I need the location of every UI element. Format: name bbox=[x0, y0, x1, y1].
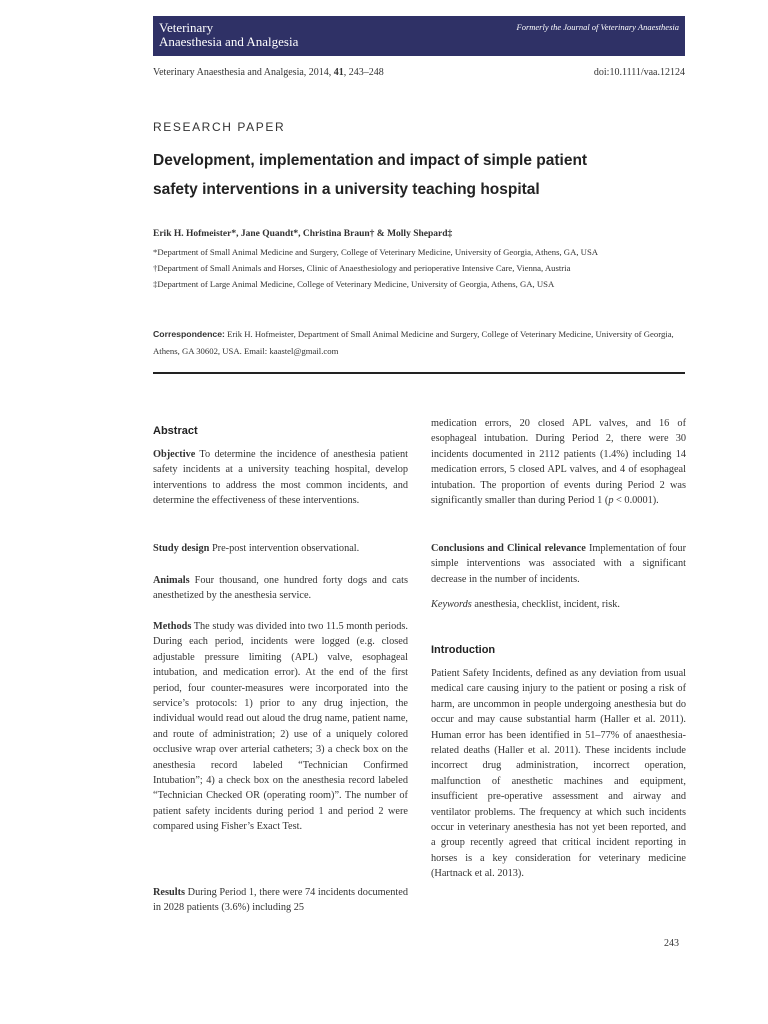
abstract-objective bbox=[153, 447, 408, 509]
animals-text: Four thousand, one hundred forty dogs and cats anesthetized by the anesthesia service. bbox=[153, 575, 408, 602]
journal-banner bbox=[153, 16, 685, 56]
abstract-results-continued bbox=[431, 416, 686, 508]
doi-link[interactable]: doi:10.1111/vaa.12124 bbox=[593, 67, 685, 78]
abstract-keywords bbox=[431, 597, 686, 612]
keywords-label: Keywords bbox=[431, 599, 472, 610]
affiliation-3: ‡Department of Large Animal Medicine, College of Veterinary Medicine, University of Georgia, Athens, GA, USA bbox=[153, 279, 555, 289]
correspondence-label: Correspondence: bbox=[153, 329, 225, 339]
page-number: 243 bbox=[664, 938, 679, 949]
design-text: Pre-post intervention observational. bbox=[209, 543, 360, 554]
objective-label: Objective bbox=[153, 449, 196, 460]
results-p-symbol: p bbox=[608, 495, 614, 507]
abstract-results bbox=[153, 885, 408, 916]
results-text: During Period 1, there were 74 incidents documented in 2028 patients (3.6%) including 25 bbox=[153, 887, 408, 914]
objective-text: To determine the incidence of anesthesia patient safety incidents at a university teaching hospital, develop interventions to address the most common incidents, and determine the effectiveness of these interventions. bbox=[153, 449, 408, 507]
conclusions-label: Conclusions and Clinical relevance bbox=[431, 543, 586, 554]
results-label: Results bbox=[153, 887, 186, 898]
article-type: RESEARCH PAPER bbox=[153, 120, 286, 134]
journal-name-line2: Anaesthesia and Analgesia bbox=[159, 34, 299, 49]
introduction-heading: Introduction bbox=[431, 644, 496, 656]
citation-volume: 41 bbox=[333, 67, 344, 78]
journal-name-line1: Veterinary bbox=[159, 20, 214, 35]
affiliation-2: †Department of Small Animals and Horses, Clinic of Anaesthesiology and perioperative Intensive Care, Vienna, Austria bbox=[153, 263, 571, 273]
conclusions-text: Implementation of four simple interventions was associated with a significant decrease in the number of incidents. bbox=[431, 543, 687, 585]
author-list: Erik H. Hofmeister*, Jane Quandt*, Christina Braun† & Molly Shepard‡ bbox=[153, 229, 453, 239]
affiliation-1: *Department of Small Animal Medicine and Surgery, College of Veterinary Medicine, University of Georgia, Athens, GA, USA bbox=[153, 247, 599, 257]
keywords-text: anesthesia, checklist, incident, risk. bbox=[471, 599, 620, 610]
results-cont-b: < 0.0001). bbox=[613, 495, 659, 507]
results-cont-a: medication errors, 20 closed APL valves, and 16 of esophageal intubation. During Period 2, there were 30 incidents documented in 2112 patients (1.4%) including 14 medication errors, 5 closed APL valves, and 4 of esophageal intubation. The proportion of events during Period 2 was significantly smaller than during Period 1 ( bbox=[431, 418, 686, 507]
abstract-animals bbox=[153, 573, 408, 604]
abstract-heading: Abstract bbox=[153, 425, 198, 437]
abstract-study-design bbox=[153, 541, 408, 556]
title-line1: Development, implementation and impact of simple patient bbox=[153, 152, 588, 169]
citation-line bbox=[153, 67, 685, 78]
correspondence bbox=[153, 326, 685, 360]
journal-name bbox=[159, 21, 399, 49]
abstract-methods bbox=[153, 619, 408, 835]
citation-prefix: Veterinary Anaesthesia and Analgesia, 2014, bbox=[153, 67, 334, 78]
introduction-text: Patient Safety Incidents, defined as any deviation from usual medical care causing injury to the patient or posing a risk of harm, are uncommon in people undergoing anesthesia but do occur and may cause substantial harm (Haller et al. 2011). Human error has been identified in 51–77% of anaesthesia-related deaths (Haller et al. 2011). These incidents include incorrect drug administration, incorrect operation, malfunction of anesthetic machines and equipment, insufficient pre-operative assessment and airway and ventilator problems. The frequency at which such incidents occur in veterinary anesthesia has not yet been reported, and a group recently agreed that critical incident reporting in horses is a key consideration for veterinary medicine (Hartnack et al. 2013). bbox=[431, 668, 686, 880]
section-divider bbox=[153, 372, 685, 374]
article-title bbox=[153, 146, 693, 204]
correspondence-text: Erik H. Hofmeister, Department of Small Animal Medicine and Surgery, College of Veterinary Medicine, University of Georgia, Athens, GA 30602, USA. Email: kaastel@gmail.com bbox=[153, 329, 674, 356]
citation-pages: , 243–248 bbox=[343, 67, 384, 78]
animals-label: Animals bbox=[153, 575, 190, 586]
title-line2: safety interventions in a university teaching hospital bbox=[153, 181, 540, 198]
methods-text: The study was divided into two 11.5 month periods. During each period, incidents were logged (e.g. closed adjustable pressure limiting (APL) valve, esophageal intubation, and medication error). At the end of the first period, four counter-measures were incorporated into the service’s protocols: 1) prior to any drug injection, the individual would read out aloud the drug name, patient name, and route of administration; 2) use of a uniquely colored occlusive wrap over arterial catheters; 3) a check box on the anesthesia record labeled “Technician Confirmed Intubation”; 4) a check box on the anesthesia record labeled “Technician Checked OR (operating room)”. The number of patient safety incidents during period 1 and period 2 were compared using Fisher’s Exact Test. bbox=[153, 621, 408, 833]
journal-formerly-note: Formerly the Journal of Veterinary Anaesthesia bbox=[516, 22, 679, 32]
design-label: Study design bbox=[153, 543, 210, 554]
abstract-conclusions bbox=[431, 541, 686, 587]
methods-label: Methods bbox=[153, 621, 192, 632]
